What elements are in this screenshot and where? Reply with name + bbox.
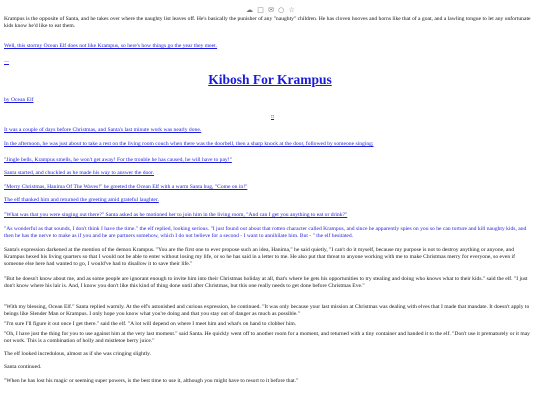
byline[interactable]: by Ocean Elf — [4, 97, 34, 103]
story-title[interactable]: Kibosh For Krampus — [208, 72, 332, 87]
story-paragraph[interactable]: It was a couple of days before Christmas, and Santa's last minute work was nearly done. — [4, 127, 202, 133]
story-paragraph: "I'm sure I'll figure it out once I get there." said the elf. "A lot will depend on where I meet him and what's on hand to clobber him. — [4, 321, 297, 327]
story-paragraph: "When he has lost his magic or seeming super powers, is the best time to use it, although you might have to resort to it before that." — [4, 378, 299, 384]
story-paragraph: Santa continued. — [4, 364, 42, 370]
story-paragraph: "As wonderful as that sounds, I don't think I have the time." the elf replied, looking serious. "I just found out about that rotten character called Krampus, and since he apparently spies on you so he can torture and kill naughty kids, and then he has the nerve to make as if you and he are partners somehow, which I do not believe for a second - I want to annihilate him. But - " the elf hesitated. — [4, 226, 527, 239]
header-icons: ☁ □ ✉ ○ ☆ — [246, 6, 296, 14]
story-paragraph[interactable]: Santa started, and chuckled as he made his way to answer the door. — [4, 170, 155, 176]
story-paragraph[interactable]: The elf thanked him and returned the greeting amid grateful laughter. — [4, 197, 159, 203]
story-paragraph[interactable]: "What was that you were singing out there?" Santa asked as he motioned her to join him in the living room, "And can I get you anything to eat or drink?" — [4, 212, 348, 218]
story-paragraph[interactable]: "Jingle bells, Krampus smells, he won't get away! For the trouble he has caused, he will have to pay!" — [4, 157, 232, 163]
story-paragraph: The elf looked incredulous, almost as if she was cringing slightly. — [4, 351, 151, 357]
divider-link[interactable]: □ — [271, 115, 275, 120]
story-paragraph: "But he doesn't know about me, and as some people are ignorant enough to invite him into their Christmas holiday at all, that's where he gets his opportunities to try stealing and doing who knows what to their kids." said the elf. "I just don't know where his lair is. And, I know you don't like this kind of thing done until after Christmas, but this one really needs to get done before Christmas Eve." — [4, 276, 528, 289]
story-paragraph[interactable]: In the afternoon, he was just about to take a rest on the living room couch when there was the doorbell, then a sharp knock at the door, followed by someone singing; — [4, 141, 374, 147]
small-link[interactable]: — — [4, 60, 9, 65]
intro-link[interactable] — [4, 43, 534, 50]
story-paragraph[interactable]: "Merry Christmas, Hanima Of The Waves!" he greeted the Ocean Elf with a warm Santa hug, "Come on in!" — [4, 184, 248, 190]
intro-link-text[interactable]: Well, this stormy Ocean Elf does not like Krampus, so here's how things go the year they meet. — [4, 43, 218, 49]
intro-paragraph: Krampus is the opposite of Santa, and he takes over where the naughty list leaves off. He's basically the punisher of any "naughty" children. He has cloven hooves and horns like that of a goat, and a lawling tongue to let any unfortunate kids know he'd like to eat them. — [4, 16, 531, 29]
story-paragraph: "With my blessing, Ocean Elf." Santa replied warmly. At the elf's astonished and curious expression, he continued. "It was only because your last mission at Christmas was dealing with elves that I made that mandate. It doesn't apply to beings like Slender Man or Krampus. I only hope you know what you're doing and that you stay out of danger as much as possible." — [4, 304, 530, 317]
story-paragraph: Santa's expression darkened at the mention of the demon Krampus. "You are the first one to ever propose such an idea, Hanima," he said quietly, "I can't do it myself, because my purpose is not to destroy anything or anyone, and Krampus hexed his living quarters so that I would not be able to enter without losing my life, or so he has said in a letter to me. He also put that threat to anyone working with me to make Christmas merry for everyone, so even if someone else here had wanted to go, I would've had to disallow it to save their life." — [4, 247, 515, 267]
story-paragraph: "Oh, I have just the thing for you to use against him at the very last moment." said Santa. He quickly went off to another room for a moment, and returned with a tiny container and handed it to the elf. "Don't use it prematurely or it may not work. This is a combination of holly and mistletoe berry juice." — [4, 331, 530, 344]
